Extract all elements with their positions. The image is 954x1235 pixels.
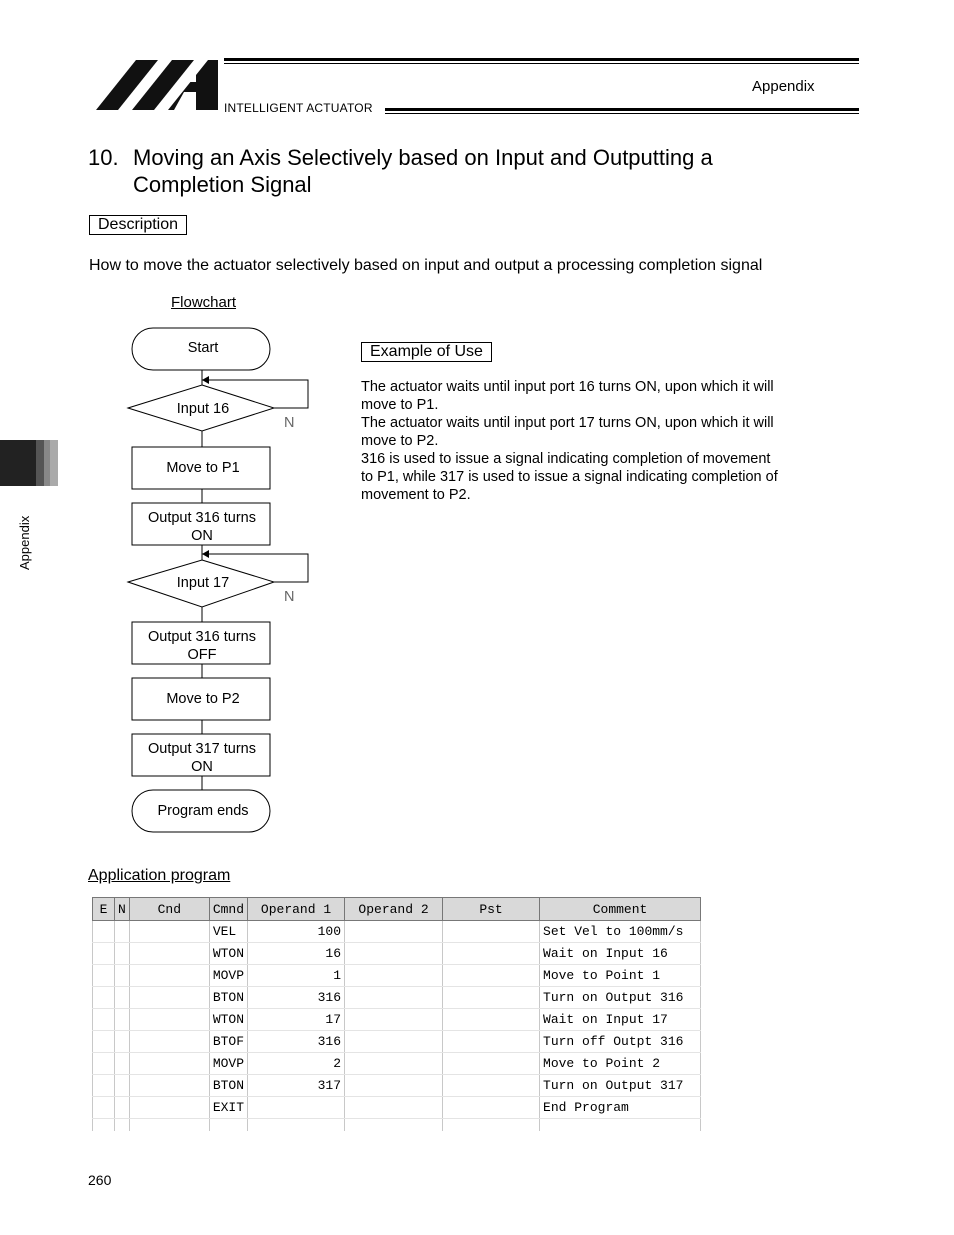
table-cell[interactable]: End Program bbox=[540, 1097, 701, 1119]
table-row[interactable] bbox=[93, 943, 701, 965]
company-logo bbox=[96, 58, 222, 112]
table-cell[interactable] bbox=[129, 921, 209, 943]
fc-out316-on-l2: ON bbox=[191, 528, 213, 544]
col-header-operand2[interactable]: Operand 2 bbox=[345, 898, 443, 921]
section-title-line1: Moving an Axis Selectively based on Input and Outputting a bbox=[133, 145, 713, 170]
table-cell[interactable]: Turn on Output 316 bbox=[540, 987, 701, 1009]
fc-move-p1: Move to P1 bbox=[166, 460, 240, 476]
table-cell[interactable] bbox=[115, 943, 130, 965]
table-cell[interactable]: WTON bbox=[209, 1009, 247, 1031]
example-line: move to P2. bbox=[361, 433, 439, 449]
table-cell[interactable] bbox=[345, 943, 443, 965]
table-cell[interactable] bbox=[115, 965, 130, 987]
table-cell[interactable] bbox=[93, 943, 115, 965]
example-line: The actuator waits until input port 17 turns ON, upon which it will bbox=[361, 415, 774, 431]
table-cell[interactable] bbox=[345, 965, 443, 987]
table-cell[interactable] bbox=[443, 943, 540, 965]
table-cell[interactable] bbox=[540, 1119, 701, 1132]
fc-input17: Input 17 bbox=[176, 575, 230, 591]
table-cell[interactable] bbox=[93, 1031, 115, 1053]
side-tab-marker bbox=[0, 440, 58, 486]
header-section-title: Appendix bbox=[752, 78, 815, 95]
table-row[interactable] bbox=[93, 1075, 701, 1097]
table-cell[interactable]: BTOF bbox=[209, 1031, 247, 1053]
example-line: move to P1. bbox=[361, 397, 439, 413]
example-text bbox=[361, 378, 821, 504]
table-cell[interactable] bbox=[129, 965, 209, 987]
table-row-empty[interactable] bbox=[93, 1119, 701, 1132]
table-cell[interactable]: MOVP bbox=[209, 1053, 247, 1075]
flowchart-heading: Flowchart bbox=[171, 294, 237, 311]
program-table bbox=[92, 897, 701, 1131]
table-cell[interactable] bbox=[345, 921, 443, 943]
table-cell[interactable] bbox=[115, 1097, 130, 1119]
table-row[interactable] bbox=[93, 1009, 701, 1031]
table-cell[interactable]: Set Vel to 100mm/s bbox=[540, 921, 701, 943]
table-cell[interactable] bbox=[248, 1097, 345, 1119]
table-cell[interactable] bbox=[345, 1097, 443, 1119]
table-cell[interactable] bbox=[129, 1119, 209, 1132]
fc-out316-off-l2: OFF bbox=[187, 647, 217, 663]
section-title-line2: Completion Signal bbox=[133, 172, 312, 197]
table-cell[interactable] bbox=[443, 1119, 540, 1132]
table-row[interactable] bbox=[93, 1031, 701, 1053]
table-cell[interactable] bbox=[443, 1097, 540, 1119]
table-cell[interactable]: EXIT bbox=[209, 1097, 247, 1119]
fc-out317-on-l1: Output 317 turns bbox=[147, 741, 257, 757]
table-cell[interactable] bbox=[93, 1053, 115, 1075]
table-cell[interactable]: 100 bbox=[248, 921, 345, 943]
intro-text: How to move the actuator selectively based on input and output a processing completion signal bbox=[89, 257, 763, 274]
fc-no-label-2: N bbox=[284, 589, 295, 605]
table-cell[interactable] bbox=[115, 987, 130, 1009]
table-cell[interactable]: WTON bbox=[209, 943, 247, 965]
table-cell[interactable] bbox=[93, 987, 115, 1009]
table-cell[interactable] bbox=[129, 1097, 209, 1119]
table-cell[interactable] bbox=[115, 1031, 130, 1053]
col-header-operand1[interactable]: Operand 1 bbox=[248, 898, 345, 921]
description-label: Description bbox=[89, 215, 187, 235]
table-cell[interactable] bbox=[443, 1075, 540, 1097]
fc-move-p2: Move to P2 bbox=[166, 691, 240, 707]
example-line: The actuator waits until input port 16 turns ON, upon which it will bbox=[361, 379, 774, 395]
col-header-pst[interactable]: Pst bbox=[443, 898, 540, 921]
table-cell[interactable] bbox=[93, 1075, 115, 1097]
table-cell[interactable]: Move to Point 1 bbox=[540, 965, 701, 987]
table-cell[interactable] bbox=[345, 1053, 443, 1075]
table-cell[interactable]: Wait on Input 16 bbox=[540, 943, 701, 965]
table-cell[interactable] bbox=[93, 1009, 115, 1031]
table-cell[interactable] bbox=[443, 987, 540, 1009]
fc-no-label-1: N bbox=[284, 415, 295, 431]
table-cell[interactable] bbox=[129, 1031, 209, 1053]
table-cell[interactable] bbox=[248, 1119, 345, 1132]
table-cell[interactable] bbox=[443, 921, 540, 943]
col-header-cnd[interactable]: Cnd bbox=[129, 898, 209, 921]
fc-input16: Input 16 bbox=[176, 401, 230, 417]
example-label: Example of Use bbox=[361, 342, 492, 362]
example-line: movement to P2. bbox=[361, 487, 471, 503]
table-cell[interactable] bbox=[345, 1009, 443, 1031]
table-header-row bbox=[93, 898, 701, 921]
table-cell[interactable] bbox=[129, 987, 209, 1009]
fc-end: Program ends bbox=[157, 803, 249, 819]
table-cell[interactable]: Move to Point 2 bbox=[540, 1053, 701, 1075]
example-line: to P1, while 317 is used to issue a signal indicating completion of bbox=[361, 469, 778, 485]
table-cell[interactable]: Turn off Outpt 316 bbox=[540, 1031, 701, 1053]
table-cell[interactable]: 1 bbox=[248, 965, 345, 987]
header-rule-bottom bbox=[385, 108, 859, 111]
side-tab-label: Appendix bbox=[17, 515, 32, 570]
table-cell[interactable] bbox=[129, 1053, 209, 1075]
example-line: 316 is used to issue a signal indicating completion of movement bbox=[361, 451, 771, 467]
flowchart bbox=[120, 320, 320, 840]
table-cell[interactable] bbox=[345, 1031, 443, 1053]
table-cell[interactable] bbox=[209, 1119, 247, 1132]
table-cell[interactable] bbox=[443, 965, 540, 987]
table-cell[interactable] bbox=[115, 1053, 130, 1075]
table-row[interactable] bbox=[93, 1053, 701, 1075]
fc-start: Start bbox=[187, 340, 219, 356]
table-row[interactable] bbox=[93, 987, 701, 1009]
application-heading: Application program bbox=[88, 867, 231, 884]
table-cell[interactable] bbox=[115, 1119, 130, 1132]
table-cell[interactable]: 17 bbox=[248, 1009, 345, 1031]
table-cell[interactable] bbox=[93, 1119, 115, 1132]
table-cell[interactable] bbox=[443, 1053, 540, 1075]
table-cell[interactable] bbox=[345, 987, 443, 1009]
table-cell[interactable]: BTON bbox=[209, 1075, 247, 1097]
table-row[interactable] bbox=[93, 965, 701, 987]
brand-name: INTELLIGENT ACTUATOR bbox=[224, 101, 373, 115]
fc-out316-on-l1: Output 316 turns bbox=[147, 510, 257, 526]
table-cell[interactable] bbox=[129, 1009, 209, 1031]
table-cell[interactable] bbox=[93, 1097, 115, 1119]
col-header-comment[interactable]: Comment bbox=[540, 898, 701, 921]
table-cell[interactable] bbox=[93, 965, 115, 987]
table-cell[interactable] bbox=[443, 1031, 540, 1053]
fc-out317-on-l2: ON bbox=[191, 759, 213, 775]
table-cell[interactable]: 317 bbox=[248, 1075, 345, 1097]
table-cell[interactable]: BTON bbox=[209, 987, 247, 1009]
table-cell[interactable] bbox=[115, 1009, 130, 1031]
table-cell[interactable] bbox=[129, 943, 209, 965]
table-cell[interactable]: 316 bbox=[248, 1031, 345, 1053]
header-rule-top bbox=[224, 58, 859, 61]
table-cell[interactable] bbox=[115, 921, 130, 943]
table-cell[interactable]: 316 bbox=[248, 987, 345, 1009]
table-cell[interactable]: Turn on Output 317 bbox=[540, 1075, 701, 1097]
header-rule-bottom-thin bbox=[385, 113, 859, 114]
col-header-cmnd[interactable]: Cmnd bbox=[209, 898, 247, 921]
fc-out316-off-l1: Output 316 turns bbox=[147, 629, 257, 645]
table-cell[interactable] bbox=[345, 1075, 443, 1097]
table-cell[interactable] bbox=[443, 1009, 540, 1031]
header-rule-top-thin bbox=[224, 63, 859, 64]
table-cell[interactable]: VEL bbox=[209, 921, 247, 943]
table-cell[interactable]: Wait on Input 17 bbox=[540, 1009, 701, 1031]
table-cell[interactable] bbox=[115, 1075, 130, 1097]
table-cell[interactable] bbox=[345, 1119, 443, 1132]
table-row[interactable] bbox=[93, 921, 701, 943]
section-number: 10. bbox=[88, 145, 119, 170]
table-cell[interactable] bbox=[129, 1075, 209, 1097]
table-cell[interactable]: 2 bbox=[248, 1053, 345, 1075]
table-cell[interactable]: 16 bbox=[248, 943, 345, 965]
table-cell[interactable] bbox=[93, 921, 115, 943]
page-number: 260 bbox=[88, 1172, 112, 1188]
col-header-n[interactable]: N bbox=[115, 898, 130, 921]
table-row[interactable] bbox=[93, 1097, 701, 1119]
col-header-e[interactable]: E bbox=[93, 898, 115, 921]
table-cell[interactable]: MOVP bbox=[209, 965, 247, 987]
